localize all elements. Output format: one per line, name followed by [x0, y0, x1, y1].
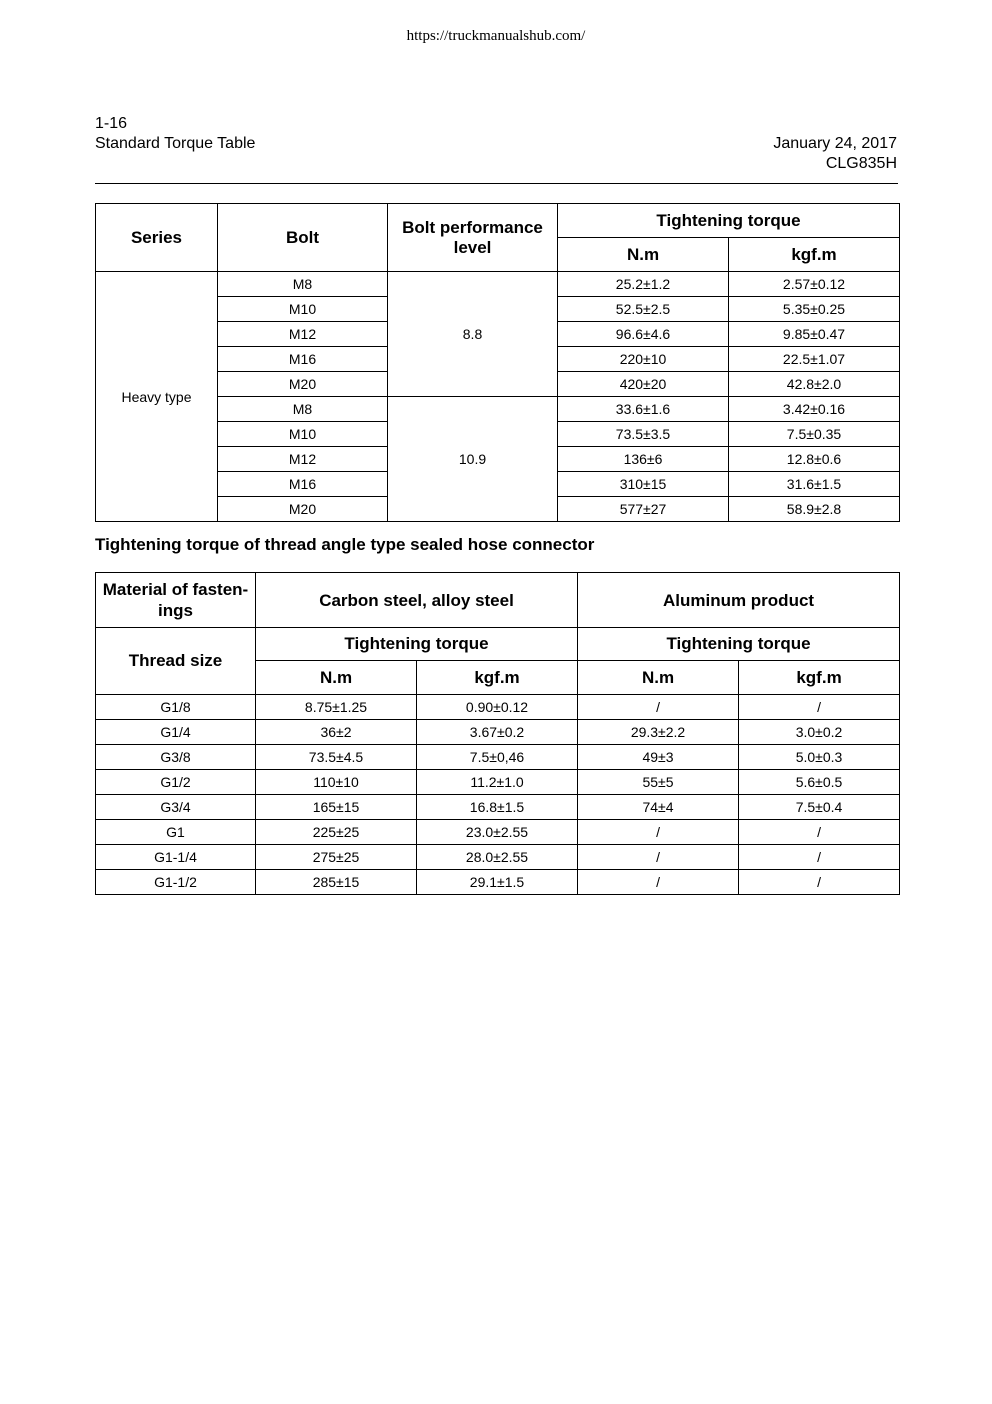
aluminum-nm-cell: 29.3±2.2 [578, 720, 739, 745]
aluminum-kgfm-cell: / [739, 820, 900, 845]
table-row [96, 272, 900, 297]
aluminum-kgfm-cell: / [739, 845, 900, 870]
table-row [96, 770, 900, 795]
thread-size-cell: G1-1/4 [96, 845, 256, 870]
bolt-cell: M20 [218, 497, 388, 522]
aluminum-kgfm-cell: 7.5±0.4 [739, 795, 900, 820]
bolt-cell: M20 [218, 372, 388, 397]
nm-cell: 220±10 [558, 347, 729, 372]
header-performance-level: Bolt performance level [388, 204, 558, 272]
header-series: Series [96, 204, 218, 272]
bolt-cell: M12 [218, 447, 388, 472]
header-aluminum: Aluminum product [578, 573, 900, 628]
aluminum-nm-cell: 49±3 [578, 745, 739, 770]
table-row [96, 720, 900, 745]
header-kgfm: kgf.m [729, 238, 900, 272]
source-url: https://truckmanualshub.com/ [406, 28, 586, 44]
aluminum-kgfm-cell: / [739, 870, 900, 895]
bolt-cell: M16 [218, 472, 388, 497]
header-nm-aluminum: N.m [578, 661, 739, 695]
thread-size-cell: G3/8 [96, 745, 256, 770]
aluminum-nm-cell: / [578, 870, 739, 895]
header-nm-carbon: N.m [256, 661, 417, 695]
header-torque-aluminum: Tightening torque [578, 628, 900, 661]
table-row [96, 745, 900, 770]
kgfm-cell: 7.5±0.35 [729, 422, 900, 447]
page-number: 1-16 [95, 115, 128, 132]
aluminum-kgfm-cell: 5.6±0.5 [739, 770, 900, 795]
header-nm: N.m [558, 238, 729, 272]
kgfm-cell: 22.5±1.07 [729, 347, 900, 372]
performance-level-cell: 10.9 [388, 397, 558, 522]
carbon-nm-cell: 165±15 [256, 795, 417, 820]
aluminum-nm-cell: 55±5 [578, 770, 739, 795]
model-name: CLG835H [825, 155, 897, 172]
section-title: Standard Torque Table [95, 135, 256, 152]
header-tightening-torque: Tightening torque [558, 204, 900, 238]
nm-cell: 577±27 [558, 497, 729, 522]
carbon-nm-cell: 8.75±1.25 [256, 695, 417, 720]
thread-size-cell: G1/4 [96, 720, 256, 745]
carbon-nm-cell: 225±25 [256, 820, 417, 845]
nm-cell: 96.6±4.6 [558, 322, 729, 347]
bolt-cell: M10 [218, 297, 388, 322]
table-row [96, 845, 900, 870]
carbon-kgfm-cell: 16.8±1.5 [417, 795, 578, 820]
carbon-kgfm-cell: 29.1±1.5 [417, 870, 578, 895]
aluminum-nm-cell: / [578, 820, 739, 845]
carbon-nm-cell: 36±2 [256, 720, 417, 745]
nm-cell: 33.6±1.6 [558, 397, 729, 422]
carbon-kgfm-cell: 11.2±1.0 [417, 770, 578, 795]
aluminum-kgfm-cell: 3.0±0.2 [739, 720, 900, 745]
bolt-cell: M8 [218, 272, 388, 297]
kgfm-cell: 42.8±2.0 [729, 372, 900, 397]
table-row [96, 695, 900, 720]
header-divider [95, 183, 898, 184]
carbon-nm-cell: 275±25 [256, 845, 417, 870]
performance-level-cell: 8.8 [388, 272, 558, 397]
nm-cell: 420±20 [558, 372, 729, 397]
bolt-cell: M10 [218, 422, 388, 447]
carbon-kgfm-cell: 28.0±2.55 [417, 845, 578, 870]
bolt-torque-table [95, 203, 900, 522]
header-kgfm-aluminum: kgf.m [739, 661, 900, 695]
kgfm-cell: 9.85±0.47 [729, 322, 900, 347]
aluminum-nm-cell: / [578, 695, 739, 720]
header-bolt: Bolt [218, 204, 388, 272]
nm-cell: 52.5±2.5 [558, 297, 729, 322]
table-row [96, 870, 900, 895]
carbon-kgfm-cell: 3.67±0.2 [417, 720, 578, 745]
document-date: January 24, 2017 [773, 135, 897, 152]
header-thread-size: Thread size [96, 628, 256, 695]
bolt-cell: M12 [218, 322, 388, 347]
nm-cell: 136±6 [558, 447, 729, 472]
carbon-nm-cell: 73.5±4.5 [256, 745, 417, 770]
header-left [95, 114, 255, 154]
nm-cell: 73.5±3.5 [558, 422, 729, 447]
nm-cell: 25.2±1.2 [558, 272, 729, 297]
kgfm-cell: 31.6±1.5 [729, 472, 900, 497]
hose-connector-torque-table [95, 572, 900, 895]
table-row [96, 820, 900, 845]
hose-section-title: Tightening torque of thread angle type sealed hose connector [95, 535, 595, 554]
kgfm-cell: 3.42±0.16 [729, 397, 900, 422]
thread-size-cell: G1/2 [96, 770, 256, 795]
carbon-kgfm-cell: 23.0±2.55 [417, 820, 578, 845]
header-carbon-steel: Carbon steel, alloy steel [256, 573, 578, 628]
header-torque-carbon: Tightening torque [256, 628, 578, 661]
bolt-cell: M8 [218, 397, 388, 422]
table-row [96, 795, 900, 820]
series-cell: Heavy type [96, 272, 218, 522]
thread-size-cell: G1 [96, 820, 256, 845]
thread-size-cell: G1-1/2 [96, 870, 256, 895]
kgfm-cell: 2.57±0.12 [729, 272, 900, 297]
carbon-nm-cell: 110±10 [256, 770, 417, 795]
thread-size-cell: G1/8 [96, 695, 256, 720]
aluminum-nm-cell: 74±4 [578, 795, 739, 820]
nm-cell: 310±15 [558, 472, 729, 497]
aluminum-nm-cell: / [578, 845, 739, 870]
kgfm-cell: 12.8±0.6 [729, 447, 900, 472]
carbon-nm-cell: 285±15 [256, 870, 417, 895]
header-material: Material of fasten-ings [96, 573, 256, 628]
header-kgfm-carbon: kgf.m [417, 661, 578, 695]
thread-size-cell: G3/4 [96, 795, 256, 820]
carbon-kgfm-cell: 7.5±0,46 [417, 745, 578, 770]
kgfm-cell: 5.35±0.25 [729, 297, 900, 322]
aluminum-kgfm-cell: 5.0±0.3 [739, 745, 900, 770]
carbon-kgfm-cell: 0.90±0.12 [417, 695, 578, 720]
aluminum-kgfm-cell: / [739, 695, 900, 720]
bolt-cell: M16 [218, 347, 388, 372]
header-right [773, 134, 897, 174]
kgfm-cell: 58.9±2.8 [729, 497, 900, 522]
